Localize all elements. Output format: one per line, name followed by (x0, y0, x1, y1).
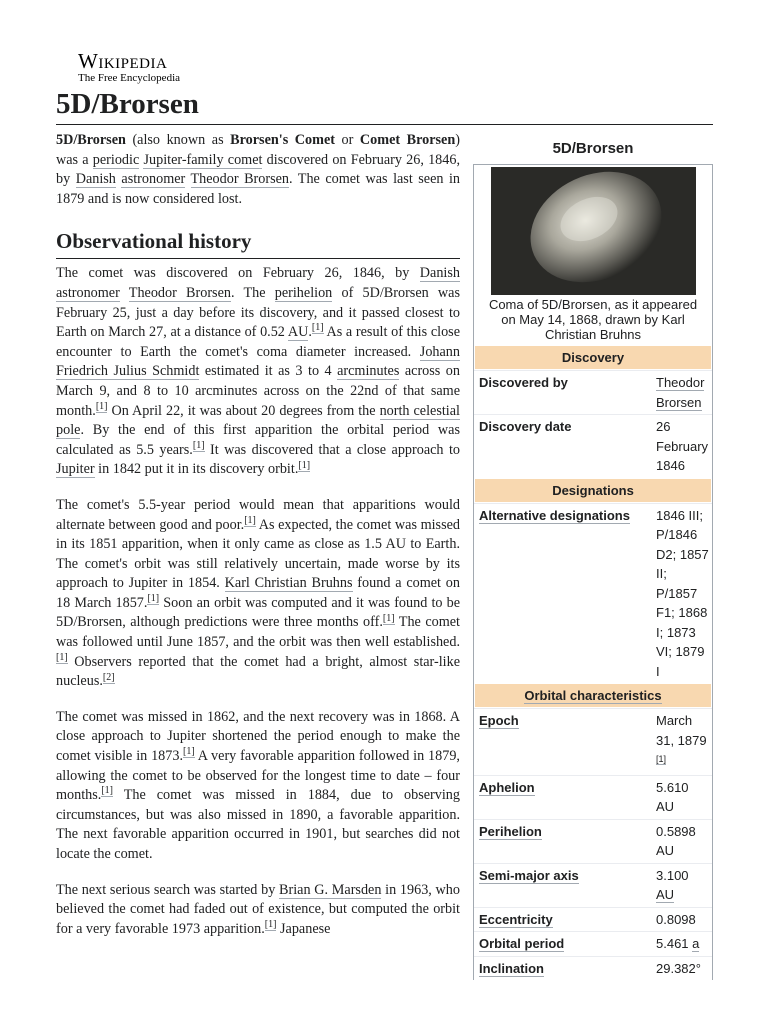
reference-link[interactable]: [1] (656, 754, 667, 764)
label-semi-major-axis[interactable]: Semi-major axis (479, 867, 579, 883)
value-orbital-period: 5.461 (656, 936, 689, 952)
row-discovered-by (474, 370, 712, 414)
link-johann-friedrich-julius-schmidt[interactable]: Johann Friedrich Julius Schmidt (56, 343, 460, 380)
link-danish-astronomer[interactable]: Danish astronomer (56, 265, 460, 301)
link-jupiter-family-comet[interactable]: Jupiter-family comet (143, 151, 263, 168)
row-epoch (474, 708, 712, 775)
infobox-title: 5D/Brorsen (552, 140, 634, 157)
reference-link[interactable]: [1] (101, 785, 113, 797)
link-karl-christian-bruhns[interactable]: Karl Christian Bruhns (224, 575, 353, 592)
link-theodor-brorsen[interactable]: Theodor Brorsen (190, 171, 289, 188)
reference-link[interactable]: [1] (264, 919, 277, 931)
wikipedia-wordmark: Wikipedia (78, 49, 168, 73)
section-header-orbital-characteristics (475, 684, 711, 707)
image-caption: Coma of 5D/Brorsen, as it appeared on May 14, 1868, drawn by Karl Christian Bruhns (488, 297, 698, 342)
reference-link[interactable]: [1] (311, 322, 324, 334)
bold-term: Comet Brorsen (359, 132, 456, 148)
label-alternative-designations[interactable]: Alternative designations (479, 507, 630, 523)
link-theodor-brorsen[interactable]: Theodor Brorsen (128, 284, 231, 301)
value-eccentricity: 0.8098 (656, 911, 696, 927)
value-epoch: March 31, 1879 (656, 713, 707, 748)
paragraph-search: The next serious search was started by Brian G. Marsden in 1963, who believed the comet had faded out of existence, but computed the orbit for a very favorable 1973 apparition.[1] Japanese (56, 881, 460, 937)
wikipedia-logo[interactable] (78, 50, 180, 85)
label-epoch[interactable]: Epoch (479, 713, 519, 728)
label-orbital-period[interactable]: Orbital period (479, 936, 565, 952)
row-orbital-period (474, 931, 712, 956)
reference-link[interactable]: [1] (95, 400, 108, 412)
link-annum[interactable]: a (692, 936, 700, 952)
label-inclination[interactable]: Inclination (479, 960, 544, 976)
row-discovery-date (474, 414, 712, 478)
value-discovery-date: 26 February 1846 (656, 419, 709, 473)
reference-link[interactable]: [1] (183, 746, 195, 758)
link-astronomer[interactable]: astronomer (121, 171, 186, 188)
section-header-discovery: Discovery (475, 346, 711, 369)
bold-term: Brorsen's Comet (230, 132, 335, 148)
title-divider (56, 124, 713, 125)
label-discovery-date: Discovery date (479, 419, 572, 434)
row-eccentricity (474, 907, 712, 932)
value-inclination: 29.382° (656, 960, 701, 976)
paragraph-apparitions: The comet's 5.5-year period would mean that apparitions would alternate between good and poor.[1] As expected, the comet was missed in its 1851 apparition, when it only came as close as 1.5 AU to Earth. The comet's orbit was still relatively uncertain, made worse by its approach to Jupiter in 1854. Karl Christian Bruhns found a comet on 18 March 1857.[1] Soon an orbit was computed and it was found to be 5D/Brorsen, although predictions were three months off.[1] The comet was followed until June 1857, and the orbit was then well established.[1] Observers reported that the comet had a bright, almost star-like nucleus.[2] (56, 496, 461, 690)
row-perihelion (474, 819, 712, 863)
paragraph-later-history: The comet was missed in 1862, and the next recovery was in 1868. A close approach to Jupiter shortened the period enough to make the comet visible in 1873.[1] A very favorable apparition followed in 1879, allowing the comet to be observed for the longest time to date – four months.[1] The comet was missed in 1884, due to observing circumstances, but was also missed in 1890, a favorable apparition. The next favorable apparition occurred in 1901, but searches did not locate the comet. (56, 708, 460, 862)
page-title: 5D/Brorsen (56, 88, 199, 120)
row-alternative-designations (474, 503, 712, 684)
wikipedia-tagline: The Free Encyclopedia (78, 72, 181, 84)
label-eccentricity[interactable]: Eccentricity (479, 911, 553, 927)
link-theodor-brorsen[interactable]: Theodor Brorsen (656, 375, 705, 410)
paragraph-discovery: The comet was discovered on February 26, 1846, by Danish astronomer Theodor Brorsen. The perihelion of 5D/Brorsen was February 25, just a day before its discovery, and it passed closest to Earth on March 27, at a distance of 0.52 AU.[1] As a result of this close encounter to Earth the comet's coma diameter increased. Johann Friedrich Julius Schmidt estimated it as 3 to 4 arcminutes across on March 9, and 8 to 10 arcminutes across on the 22nd of that same month.[1] On April 22, it was about 20 degrees from the north celestial pole. By the end of this first apparition the orbital period was calculated as 5.5 years.[1] It was discovered that a close approach to Jupiter in 1842 put it in its discovery orbit.[1] (56, 265, 460, 478)
reference-link[interactable]: [1] (56, 651, 68, 663)
link-orbital-characteristics[interactable]: Orbital characteristics (524, 688, 662, 703)
reference-link[interactable]: [1] (298, 459, 311, 471)
row-aphelion (474, 775, 712, 819)
link-au[interactable]: AU (287, 324, 309, 341)
link-au[interactable]: AU (656, 887, 675, 903)
value-aphelion: 5.610 AU (656, 779, 689, 815)
link-brian-g-marsden[interactable]: Brian G. Marsden (279, 881, 382, 898)
label-discovered-by: Discovered by (479, 375, 568, 390)
link-arcminutes[interactable]: arcminutes (337, 363, 400, 380)
row-inclination (474, 956, 712, 981)
row-semi-major-axis (474, 863, 712, 907)
section-heading-observational-history: Observational history (56, 226, 460, 259)
comet-drawing (491, 167, 696, 295)
link-perihelion[interactable]: perihelion (274, 284, 333, 301)
value-perihelion: 0.5898 AU (656, 823, 696, 859)
reference-link[interactable]: [2] (102, 671, 115, 683)
value-semi-major-axis: 3.100 (656, 867, 689, 883)
link-jupiter[interactable]: Jupiter (56, 461, 95, 478)
article-body (56, 131, 460, 955)
value-alternative-designations: 1846 III; P/1846 D2; 1857 II; P/1857 F1; 1868 I; 1873 VI; 1879 I (656, 507, 709, 679)
intro-paragraph: 5D/Brorsen (also known as Brorsen's Comet or Comet Brorsen) was a periodic Jupiter-family comet discovered on February 26, 1846, by Danish astronomer Theodor Brorsen. The comet was last seen in 1879 and is now considered lost. (56, 132, 461, 207)
reference-link[interactable]: [1] (147, 593, 160, 605)
label-aphelion[interactable]: Aphelion (479, 779, 535, 795)
reference-link[interactable]: [1] (382, 612, 395, 624)
reference-link[interactable]: [1] (192, 439, 205, 451)
infobox (473, 131, 713, 980)
infobox-frame (473, 164, 713, 980)
link-periodic[interactable]: periodic (92, 151, 140, 168)
label-perihelion[interactable]: Perihelion (479, 823, 542, 839)
section-header-designations: Designations (475, 479, 711, 502)
bold-term: 5D/Brorsen (56, 132, 126, 148)
link-danish[interactable]: Danish (75, 171, 116, 188)
link-north-celestial-pole[interactable]: north celestial pole (56, 402, 460, 439)
reference-link[interactable]: [1] (244, 514, 256, 526)
comet-coma-image[interactable] (491, 167, 696, 295)
